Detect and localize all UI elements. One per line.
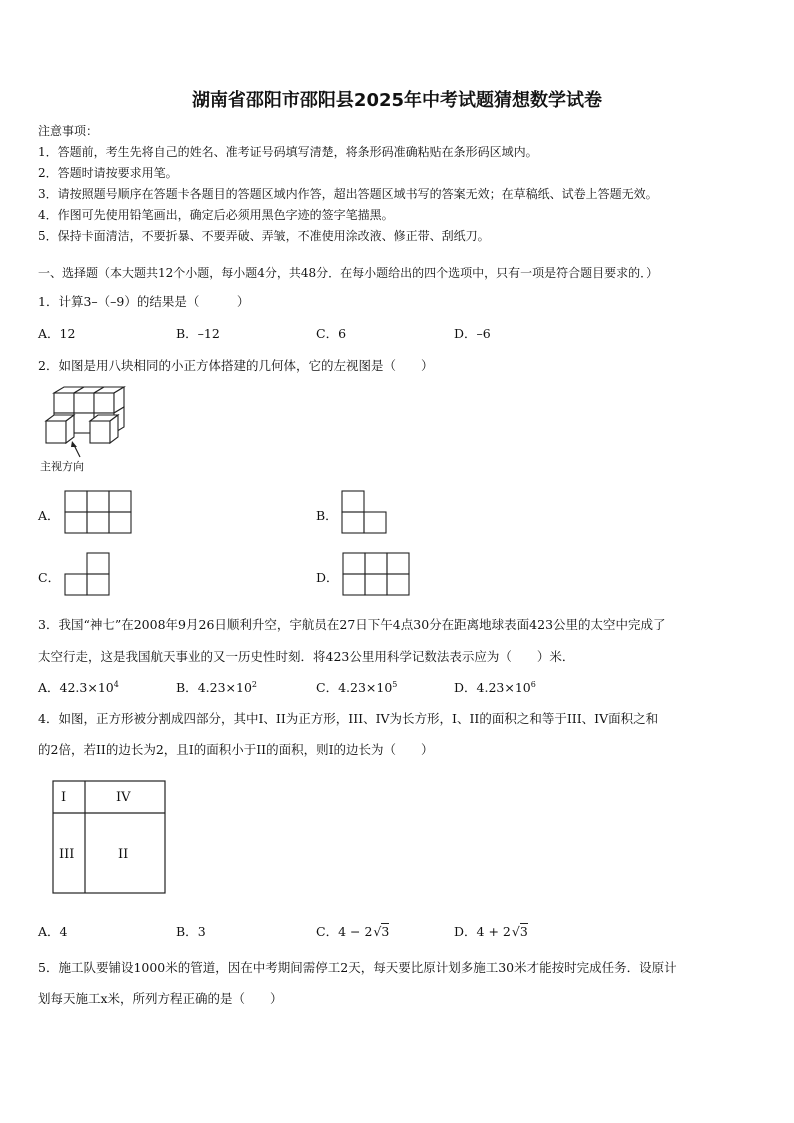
q3-option-d: D．$4.23\times 10^6$ — [454, 679, 536, 695]
q2-option-d-figure — [342, 552, 410, 598]
q3-option-a: A．$42.3\times 10^4$ — [38, 679, 119, 695]
q4-option-d: D．4 + 2√3 — [454, 924, 528, 939]
q4-option-b: B．3 — [176, 924, 206, 939]
note-item: 2．答题时请按要求用笔。 — [38, 166, 178, 180]
q3-option-c: C．$4.23\times 10^5$ — [316, 679, 398, 695]
figure-label-view-direction: 主视方向 — [40, 460, 84, 473]
figure-label-region-3: III — [59, 847, 75, 862]
question-1-stem: 1．计算3–（–9）的结果是（ ） — [38, 294, 250, 309]
q2-option-c-label: C． — [38, 570, 61, 585]
q2-option-b-label: B． — [316, 508, 338, 523]
q2-option-c-figure — [64, 552, 110, 598]
q2-option-a-figure — [64, 490, 132, 536]
figure-label-region-1: I — [61, 790, 67, 805]
q2-option-a-label: A． — [38, 508, 60, 523]
question-5-line1: 5．施工队要铺设1000米的管道，因在中考期间需停工2天，每天要比原计划多施工30米才能按时完成任务．设原计 — [38, 960, 677, 975]
sqrt-symbol: √ — [511, 924, 520, 939]
q4-option-a: A．4 — [38, 924, 68, 939]
sqrt-symbol: √ — [373, 924, 382, 939]
cube-figure — [40, 385, 140, 455]
q3-option-b: B．$4.23\times 10^2$ — [176, 679, 257, 695]
question-4-line2: 的2倍，若II的边长为2，且I的面积小于II的面积，则I的边长为（ ） — [38, 742, 434, 757]
question-4-line1: 4．如图，正方形被分割成四部分，其中I、II为正方形，III、IV为长方形，I、II的面积之和等于III、IV面积之和 — [38, 711, 659, 726]
q1-option-d: D．–6 — [454, 326, 491, 341]
note-item: 1．答题前，考生先将自己的姓名、准考证号码填写清楚，将条形码准确粘贴在条形码区域内。 — [38, 145, 538, 159]
square-partition-figure — [52, 780, 168, 896]
q1-option-b: B．–12 — [176, 326, 220, 341]
note-item: 3．请按照题号顺序在答题卡各题目的答题区域内作答，超出答题区域书写的答案无效；在草稿纸、试卷上答题无效。 — [38, 187, 658, 201]
note-item: 4．作图可先使用铅笔画出，确定后必须用黑色字迹的签字笔描黑。 — [38, 208, 394, 222]
figure-label-region-4: IV — [116, 790, 131, 805]
q4-option-c: C．4 − 2√3 — [316, 924, 390, 939]
question-5-line2: 划每天施工x米，所列方程正确的是（ ） — [38, 991, 283, 1006]
question-2-stem: 2．如图是用八块相同的小正方体搭建的几何体，它的左视图是（ ） — [38, 358, 434, 373]
question-3-line1: 3．我国“神七”在2008年9月26日顺利升空，宇航员在27日下午4点30分在距离地球表面423公里的太空中完成了 — [38, 617, 666, 632]
q1-option-a: A．12 — [38, 326, 76, 341]
q2-option-d-label: D． — [316, 570, 339, 585]
note-item: 5．保持卡面清洁，不要折暴、不要弄破、弄皱，不准使用涂改液、修正带、刮纸刀。 — [38, 229, 490, 243]
page-title: 湖南省邵阳市邵阳县2025年中考试题猜想数学试卷 — [191, 90, 603, 111]
section-heading: 一、选择题（本大题共12个小题，每小题4分，共48分．在每小题给出的四个选项中，只有一项是符合题目要求的．） — [38, 266, 659, 280]
notes-heading: 注意事项： — [38, 124, 99, 138]
figure-label-region-2: II — [118, 847, 129, 862]
q2-option-b-figure — [341, 490, 387, 536]
q1-option-c: C．6 — [316, 326, 347, 341]
question-3-line2: 太空行走，这是我国航天事业的又一历史性时刻．将423公里用科学记数法表示应为（ ）米． — [38, 649, 575, 664]
